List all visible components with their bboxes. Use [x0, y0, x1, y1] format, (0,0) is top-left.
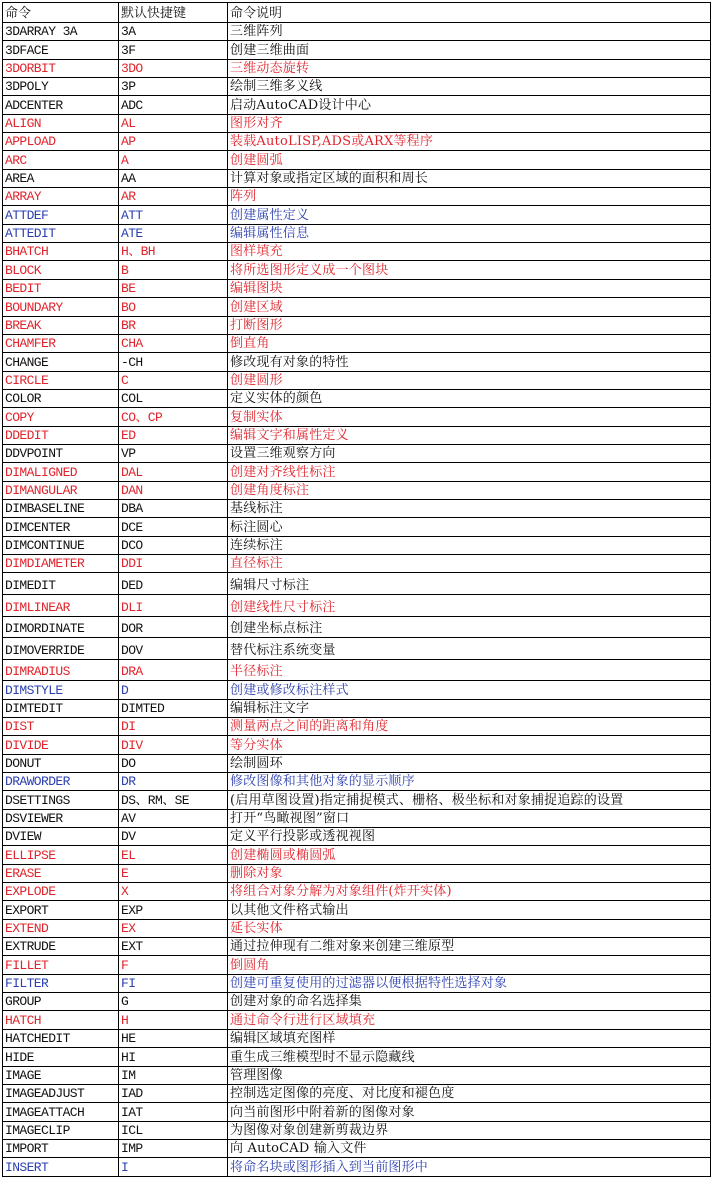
description-cell: 倒圆角 — [230, 957, 270, 973]
command-cell: 3DORBIT — [3, 60, 119, 77]
shortcut-cell: CHA — [119, 335, 228, 352]
table-row — [3, 1122, 710, 1140]
shortcut-cell: ATT — [119, 206, 228, 223]
description-cell: 打断图形 — [230, 317, 283, 333]
description-cell: 创建可重复使用的过滤器以便根据特性选择对象 — [230, 976, 508, 992]
description-cell: 复制实体 — [230, 409, 283, 425]
description-cell: 连续标注 — [230, 537, 283, 553]
description-cell: 创建坐标点标注 — [230, 621, 323, 637]
shortcut-cell: AR — [119, 188, 228, 205]
shortcut-cell: DV — [119, 828, 228, 845]
command-cell: GROUP — [3, 993, 119, 1010]
table-row — [3, 1030, 710, 1048]
command-cell: CHAMFER — [3, 335, 119, 352]
description-cell: 创建区域 — [230, 299, 283, 315]
shortcut-cell: DAL — [119, 463, 228, 480]
description-cell: 创建线性尺寸标注 — [230, 599, 336, 615]
header-shortcut: 默认快捷键 — [119, 3, 228, 22]
table-row — [3, 335, 710, 353]
table-row — [3, 901, 710, 919]
description-cell: 计算对象或指定区域的面积和周长 — [230, 171, 429, 187]
command-cell: BLOCK — [3, 261, 119, 278]
command-cell: INSERT — [3, 1158, 119, 1175]
description-cell: 修改图像和其他对象的显示顺序 — [230, 774, 415, 790]
description-cell: 创建圆弧 — [230, 152, 283, 168]
description-cell: 创建椭圆或椭圆弧 — [230, 847, 336, 863]
table-row — [3, 1011, 710, 1029]
shortcut-cell: -CH — [119, 353, 228, 370]
description-cell: 编辑文字和属性定义 — [230, 427, 349, 443]
command-cell: EXTEND — [3, 920, 119, 937]
shortcut-cell: C — [119, 372, 228, 389]
description-cell: 延长实体 — [230, 921, 283, 937]
description-cell: 编辑区域填充图样 — [230, 1031, 336, 1047]
description-cell: 向当前图形中附着新的图像对象 — [230, 1104, 415, 1120]
description-cell: 创建对象的命名选择集 — [230, 994, 363, 1010]
description-cell: 基线标注 — [230, 501, 283, 517]
command-cell: ERASE — [3, 865, 119, 882]
command-cell: EXPLODE — [3, 883, 119, 900]
table-row — [3, 537, 710, 555]
table-row — [3, 993, 710, 1011]
description-cell: 设置三维观察方向 — [230, 446, 336, 462]
shortcut-cell: F — [119, 956, 228, 973]
table-row — [3, 280, 710, 298]
table-row — [3, 883, 710, 901]
shortcut-cell: 3F — [119, 41, 228, 58]
shortcut-cell: AL — [119, 115, 228, 132]
description-cell: 测量两点之间的距离和角度 — [230, 719, 389, 735]
command-cell: BREAK — [3, 317, 119, 334]
table-row — [3, 573, 710, 595]
description-cell: 阵列 — [230, 189, 257, 205]
command-cell: BHATCH — [3, 243, 119, 260]
description-cell: 三维阵列 — [230, 24, 283, 40]
command-cell: DIMANGULAR — [3, 482, 119, 499]
shortcut-cell: IM — [119, 1067, 228, 1084]
command-cell: ADCENTER — [3, 96, 119, 113]
table-row — [3, 261, 710, 279]
command-cell: BOUNDARY — [3, 298, 119, 315]
shortcut-cell: ATE — [119, 225, 228, 242]
description-cell: 删除对象 — [230, 866, 283, 882]
shortcut-cell: FI — [119, 975, 228, 992]
command-cell: DIMALIGNED — [3, 463, 119, 480]
description-cell: 三维动态旋转 — [230, 61, 310, 77]
shortcut-cell: DIV — [119, 736, 228, 753]
table-row — [3, 96, 710, 114]
shortcut-cell: HI — [119, 1048, 228, 1065]
table-row — [3, 372, 710, 390]
command-cell: CHANGE — [3, 353, 119, 370]
command-cell: ATTEDIT — [3, 225, 119, 242]
command-cell: HATCH — [3, 1011, 119, 1028]
command-cell: DIMSTYLE — [3, 681, 119, 698]
shortcut-cell: DO — [119, 755, 228, 772]
description-cell: 替代标注系统变量 — [230, 642, 336, 658]
table-row — [3, 188, 710, 206]
description-cell: 通过拉伸现有二维对象来创建三维原型 — [230, 939, 455, 955]
description-cell: 绘制圆环 — [230, 756, 283, 771]
table-row — [3, 390, 710, 408]
table-row — [3, 938, 710, 956]
command-cell: FILLET — [3, 956, 119, 973]
shortcut-cell: DRA — [119, 660, 228, 681]
command-cell: DDEDIT — [3, 427, 119, 444]
shortcut-cell: EXP — [119, 901, 228, 918]
table-row — [3, 170, 710, 188]
command-cell: 3DARRAY 3A — [3, 23, 119, 40]
description-cell: 打开“鸟瞰视图”窗口 — [230, 811, 350, 827]
shortcut-cell: VP — [119, 445, 228, 462]
description-cell: 管理图像 — [230, 1067, 283, 1083]
command-cell: CIRCLE — [3, 372, 119, 389]
shortcut-cell: BE — [119, 280, 228, 297]
shortcut-cell: DIMTED — [119, 700, 228, 717]
shortcut-cell: IMP — [119, 1140, 228, 1157]
description-cell: 将命名块或图形插入到当前图形中 — [230, 1159, 429, 1175]
shortcut-cell: DR — [119, 773, 228, 790]
command-cell: DIMCENTER — [3, 518, 119, 535]
table-row — [3, 865, 710, 883]
table-row — [3, 846, 710, 864]
table-row — [3, 1158, 710, 1176]
shortcut-cell: DCO — [119, 537, 228, 554]
description-cell: 定义实体的颜色 — [230, 391, 323, 407]
description-cell: 绘制三维多义线 — [230, 79, 323, 95]
shortcut-cell: IAT — [119, 1103, 228, 1120]
shortcut-cell: CO、CP — [119, 408, 228, 425]
description-cell: 标注圆心 — [230, 519, 283, 535]
shortcut-cell: HE — [119, 1030, 228, 1047]
shortcut-cell: E — [119, 865, 228, 882]
command-cell: COPY — [3, 408, 119, 425]
description-cell: 定义平行投影或透视视图 — [230, 829, 376, 845]
table-row — [3, 681, 710, 699]
table-row — [3, 1140, 710, 1158]
shortcut-cell: AA — [119, 170, 228, 187]
shortcut-cell: X — [119, 883, 228, 900]
table-row — [3, 151, 710, 169]
description-cell: 编辑标注文字 — [230, 700, 310, 716]
shortcut-cell: DBA — [119, 500, 228, 517]
shortcut-cell: B — [119, 261, 228, 278]
table-row — [3, 133, 710, 151]
table-row — [3, 828, 710, 846]
shortcut-cell: BO — [119, 298, 228, 315]
description-cell: 将所选图形定义成一个图块 — [230, 262, 389, 278]
description-cell: 创建对齐线性标注 — [230, 464, 336, 480]
table-row — [3, 353, 710, 371]
command-cell: APPLOAD — [3, 133, 119, 150]
shortcut-cell: H、BH — [119, 243, 228, 260]
command-cell: IMAGE — [3, 1067, 119, 1084]
command-cell: DIMLINEAR — [3, 595, 119, 616]
table-row — [3, 810, 710, 828]
command-cell: DVIEW — [3, 828, 119, 845]
table-row — [3, 975, 710, 993]
command-cell: DIMORDINATE — [3, 617, 119, 638]
command-cell: AREA — [3, 170, 119, 187]
table-row — [3, 920, 710, 938]
table-row — [3, 41, 710, 59]
description-cell: 倒直角 — [230, 336, 270, 352]
command-cell: IMAGEADJUST — [3, 1085, 119, 1102]
description-cell: 图形对齐 — [230, 116, 283, 132]
shortcut-cell: DOV — [119, 638, 228, 659]
shortcut-cell: DCE — [119, 518, 228, 535]
description-cell: 半径标注 — [230, 664, 283, 680]
description-cell: 编辑属性信息 — [230, 226, 310, 242]
command-cell: IMPORT — [3, 1140, 119, 1157]
table-row — [3, 298, 710, 316]
table-row — [3, 1103, 710, 1121]
table-row — [3, 1085, 710, 1103]
command-table — [2, 2, 711, 1177]
shortcut-cell: EL — [119, 846, 228, 863]
table-row — [3, 791, 710, 809]
description-cell: 向 AutoCAD 输入文件 — [230, 1141, 367, 1157]
command-cell: HATCHEDIT — [3, 1030, 119, 1047]
command-cell: ELLIPSE — [3, 846, 119, 863]
table-row — [3, 956, 710, 974]
table-row — [3, 427, 710, 445]
description-cell: 编辑图块 — [230, 281, 283, 297]
shortcut-cell: ICL — [119, 1122, 228, 1139]
description-cell: 将组合对象分解为对象组件(炸开实体) — [230, 884, 452, 900]
command-cell: DDVPOINT — [3, 445, 119, 462]
description-cell: 控制选定图像的亮度、对比度和褪色度 — [230, 1086, 455, 1102]
shortcut-cell: ED — [119, 427, 228, 444]
table-header-row — [3, 3, 710, 23]
command-cell: DIMDIAMETER — [3, 555, 119, 572]
command-cell: IMAGEATTACH — [3, 1103, 119, 1120]
shortcut-cell: A — [119, 151, 228, 168]
description-cell: 编辑尺寸标注 — [230, 577, 310, 593]
table-row — [3, 617, 710, 639]
table-row — [3, 518, 710, 536]
shortcut-cell: DS、RM、SE — [119, 791, 228, 808]
table-row — [3, 60, 710, 78]
shortcut-cell: IAD — [119, 1085, 228, 1102]
command-cell: DIMBASELINE — [3, 500, 119, 517]
table-row — [3, 317, 710, 335]
description-cell: 以其他文件格式输出 — [230, 902, 349, 918]
command-cell: DIMCONTINUE — [3, 537, 119, 554]
table-body — [3, 23, 710, 1177]
table-row — [3, 736, 710, 754]
table-row — [3, 773, 710, 791]
command-cell: HIDE — [3, 1048, 119, 1065]
command-cell: ATTDEF — [3, 206, 119, 223]
table-row — [3, 1048, 710, 1066]
description-cell: 装载AutoLISP,ADS或ARX等程序 — [230, 134, 434, 150]
shortcut-cell: 3DO — [119, 60, 228, 77]
description-cell: 创建圆形 — [230, 372, 283, 388]
command-cell: ARRAY — [3, 188, 119, 205]
description-cell: 直径标注 — [230, 556, 283, 572]
command-cell: FILTER — [3, 975, 119, 992]
description-cell: 创建三维曲面 — [230, 42, 310, 58]
command-cell: ALIGN — [3, 115, 119, 132]
shortcut-cell: 3A — [119, 23, 228, 40]
description-cell: 创建或修改标注样式 — [230, 682, 349, 698]
table-row — [3, 500, 710, 518]
description-cell: 图样填充 — [230, 244, 283, 260]
shortcut-cell: BR — [119, 317, 228, 334]
command-cell: DIMRADIUS — [3, 660, 119, 681]
table-row — [3, 445, 710, 463]
table-row — [3, 638, 710, 660]
shortcut-cell: DOR — [119, 617, 228, 638]
shortcut-cell: G — [119, 993, 228, 1010]
header-description: 命令说明 — [230, 6, 283, 21]
shortcut-cell: DAN — [119, 482, 228, 499]
shortcut-cell: EX — [119, 920, 228, 937]
table-row — [3, 755, 710, 773]
shortcut-cell: AP — [119, 133, 228, 150]
command-cell: DIST — [3, 718, 119, 735]
shortcut-cell: 3P — [119, 78, 228, 95]
table-row — [3, 1067, 710, 1085]
description-cell: 创建属性定义 — [230, 207, 310, 223]
table-row — [3, 115, 710, 133]
table-row — [3, 408, 710, 426]
command-cell: DRAWORDER — [3, 773, 119, 790]
description-cell: 修改现有对象的特性 — [230, 354, 349, 370]
shortcut-cell: ADC — [119, 96, 228, 113]
table-row — [3, 482, 710, 500]
table-row — [3, 555, 710, 573]
shortcut-cell: COL — [119, 390, 228, 407]
command-cell: DIVIDE — [3, 736, 119, 753]
shortcut-cell: EXT — [119, 938, 228, 955]
description-cell: (启用草图设置)指定捕捉模式、栅格、极坐标和对象捕捉追踪的设置 — [230, 792, 624, 808]
command-cell: DIMEDIT — [3, 573, 119, 594]
table-row — [3, 225, 710, 243]
command-cell: 3DFACE — [3, 41, 119, 58]
description-cell: 为图像对象创建新剪裁边界 — [230, 1122, 389, 1138]
shortcut-cell: I — [119, 1158, 228, 1175]
header-command: 命令 — [3, 3, 119, 22]
table-row — [3, 206, 710, 224]
shortcut-cell: DLI — [119, 595, 228, 616]
shortcut-cell: DDI — [119, 555, 228, 572]
command-cell: DIMOVERRIDE — [3, 638, 119, 659]
shortcut-cell: D — [119, 681, 228, 698]
table-row — [3, 463, 710, 481]
command-cell: COLOR — [3, 390, 119, 407]
command-cell: EXPORT — [3, 901, 119, 918]
command-cell: BEDIT — [3, 280, 119, 297]
command-cell: DSETTINGS — [3, 791, 119, 808]
command-cell: ARC — [3, 151, 119, 168]
command-cell: DIMTEDIT — [3, 700, 119, 717]
description-cell: 通过命令行进行区域填充 — [230, 1012, 376, 1028]
command-cell: IMAGECLIP — [3, 1122, 119, 1139]
table-row — [3, 595, 710, 617]
shortcut-cell: AV — [119, 810, 228, 827]
command-cell: EXTRUDE — [3, 938, 119, 955]
table-row — [3, 700, 710, 718]
description-cell: 创建角度标注 — [230, 482, 310, 498]
table-row — [3, 660, 710, 682]
shortcut-cell: DI — [119, 718, 228, 735]
shortcut-cell: DED — [119, 573, 228, 594]
description-cell: 重生成三维模型时不显示隐藏线 — [230, 1049, 415, 1065]
table-row — [3, 718, 710, 736]
command-cell: 3DPOLY — [3, 78, 119, 95]
shortcut-cell: H — [119, 1011, 228, 1028]
table-row — [3, 78, 710, 96]
command-cell: DSVIEWER — [3, 810, 119, 827]
description-cell: 启动AutoCAD设计中心 — [230, 97, 372, 113]
table-row — [3, 23, 710, 41]
table-row — [3, 243, 710, 261]
command-cell: DONUT — [3, 755, 119, 772]
description-cell: 等分实体 — [230, 737, 283, 753]
